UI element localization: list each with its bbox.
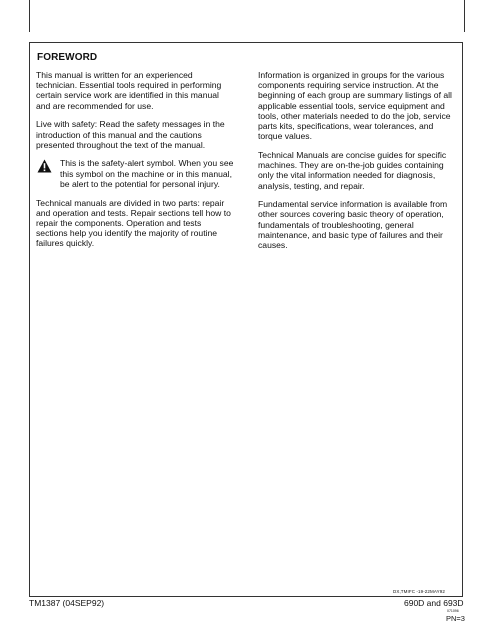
footer-small-code: 071096 bbox=[447, 609, 459, 613]
footer-models: 690D and 693D bbox=[404, 598, 464, 608]
left-column bbox=[36, 70, 234, 257]
paragraph-manual-parts: Technical manuals are divided in two parts: repair and operation and tests. Repair sections tell how to repair the components. Operation and tests sections help you identify the majority of routine failures quickly. bbox=[36, 197, 231, 249]
paragraph-intro: This manual is written for an experienced technician. Essential tools required in performing certain service work are identified in this manual and are recommended for use. bbox=[36, 70, 222, 111]
paragraph-concise-guides: Technical Manuals are concise guides for specific machines. They are on-the-job guides containing only the vital information needed for diagnosis, analysis, testing, and repair. bbox=[258, 149, 447, 191]
reference-code: DX,TMIFC -19-22MAY92 bbox=[393, 589, 445, 594]
safety-alert-text: This is the safety-alert symbol. When you see this symbol on the machine or in this manual, be alert to the potential for personal injury. bbox=[60, 158, 234, 189]
top-margin-rule-left bbox=[29, 0, 30, 32]
paragraph-live-with-safety: Live with safety: Read the safety messages in the introduction of this manual and the cautions presented throughout the text of the manual. bbox=[36, 119, 225, 150]
footer-page-number: PN=3 bbox=[446, 614, 465, 623]
safety-alert-block bbox=[36, 158, 234, 189]
right-column bbox=[258, 70, 456, 259]
footer-manual-number: TM1387 (04SEP92) bbox=[29, 598, 105, 608]
page-title: FOREWORD bbox=[37, 52, 98, 63]
paragraph-fundamental-info: Fundamental service information is available from other sources covering basic theory of operation, fundamentals of troubleshooting, general maintenance, and basic type of failures and their causes. bbox=[258, 199, 448, 251]
paragraph-organization: Information is organized in groups for the various components requiring service instruction. At the beginning of each group are summary listings of all applicable essential tools, service equipment and tools, other materials needed to do the job, service parts kits, specifications, wear tolerances, and torque values. bbox=[258, 70, 452, 142]
safety-alert-triangle-icon bbox=[37, 159, 52, 173]
top-margin-rule-right bbox=[464, 0, 465, 32]
foreword-frame bbox=[29, 42, 463, 597]
